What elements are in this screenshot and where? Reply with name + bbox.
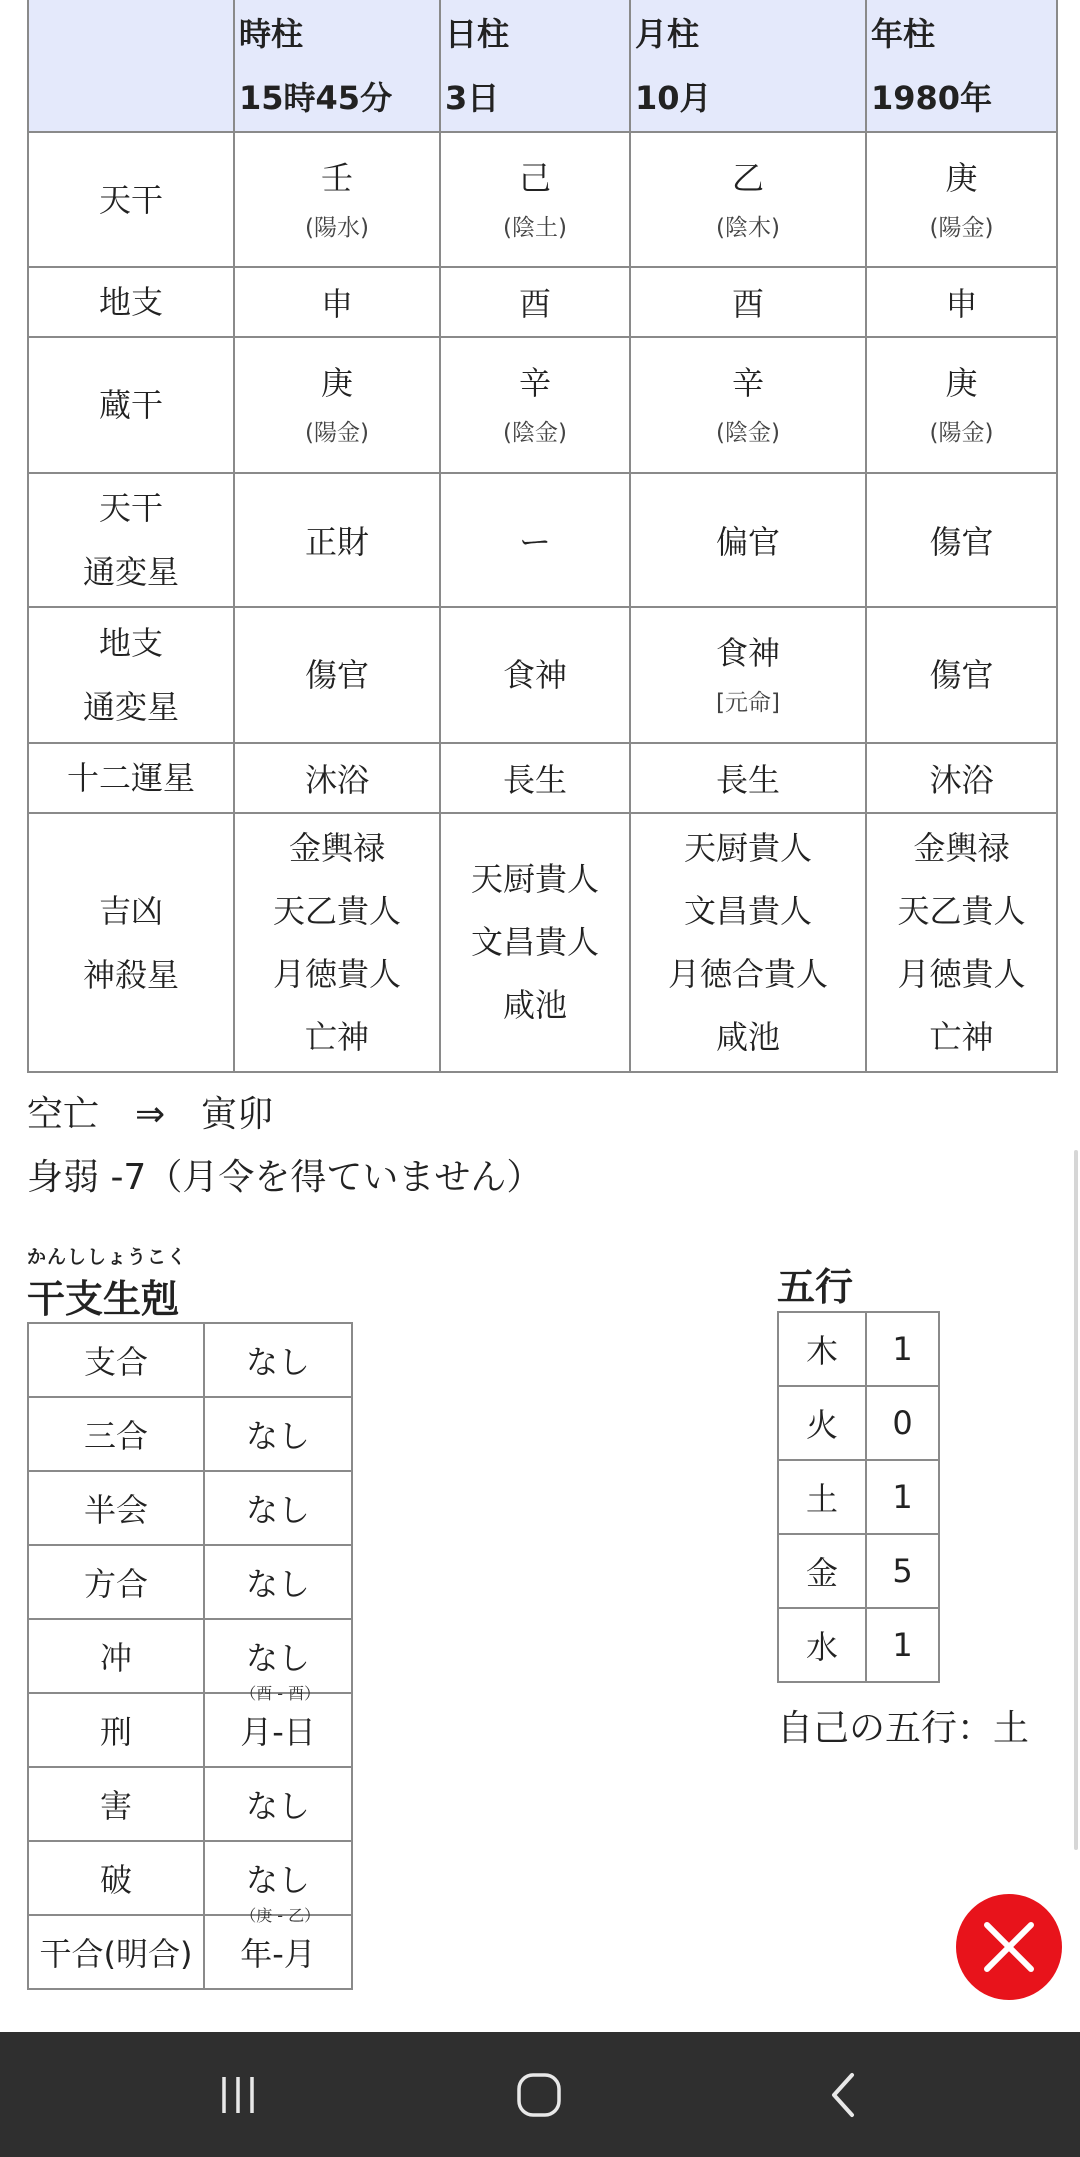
kanshi-value: なし [204,1471,352,1545]
kanshi-title-text: 干支生剋 [27,1277,180,1321]
gogyo-count: 1 [866,1312,939,1386]
kanshi-value: なし [204,1767,352,1841]
table-row [28,1545,352,1619]
self-element-text: 自己の五行：土 [777,1708,1030,1749]
kanshi-value-ruby: （庚 - 乙） [240,1906,321,1925]
gogyo-count: 0 [866,1386,939,1460]
table-row [28,1323,352,1397]
cell: 辛 (陰金) [630,337,866,473]
gogyo-element: 水 [778,1608,866,1682]
cell: 酉 [630,267,866,337]
recent-apps-button[interactable] [168,2032,308,2157]
cell: 正財 [234,473,440,607]
kanshi-value: （酉 - 酉） 月-日 [204,1693,352,1767]
gogyo-count: 5 [866,1534,939,1608]
gogyo-count: 1 [866,1460,939,1534]
cell: 沐浴 [866,743,1057,813]
kanshi-key: 刑 [28,1693,204,1767]
row-chishi [28,267,1057,337]
gogyo-element: 土 [778,1460,866,1534]
kanshi-value: なし [204,1323,352,1397]
gogyo-element: 金 [778,1534,866,1608]
kanshi-value: なし [204,1545,352,1619]
cell: 辛 (陰金) [440,337,630,473]
cell: 金輿禄 天乙貴人 月徳貴人 亡神 [866,813,1057,1072]
kanshi-title-ruby: かんししょうこく [27,1246,188,1268]
cell: 酉 [440,267,630,337]
gogyo-table [777,1311,940,1683]
table-row [778,1386,939,1460]
header-row [28,0,1057,132]
cell: 天厨貴人 文昌貴人 月徳合貴人 咸池 [630,813,866,1072]
header-hour-pillar: 時柱 15時45分 [234,0,440,132]
kanshi-value-ruby: （酉 - 酉） [240,1684,321,1703]
table-row [778,1534,939,1608]
cell: 偏官 [630,473,866,607]
table-row [778,1312,939,1386]
back-icon [824,2071,864,2119]
cell: 己 (陰土) [440,132,630,267]
row-label: 蔵干 [28,337,234,473]
row-juuni [28,743,1057,813]
kanshi-table [27,1322,353,1990]
close-icon [981,1919,1037,1975]
cell: 金輿禄 天乙貴人 月徳貴人 亡神 [234,813,440,1072]
kanshi-value: （庚 - 乙） 年-月 [204,1915,352,1989]
row-label: 天干 [28,132,234,267]
cell: 天厨貴人 文昌貴人 咸池 [440,813,630,1072]
kanshi-key: 方合 [28,1545,204,1619]
table-row [28,1915,352,1989]
table-row [778,1460,939,1534]
cell: 長生 [440,743,630,813]
cell: 食神 [元命] [630,607,866,743]
recent-apps-icon [216,2073,260,2117]
cell: 長生 [630,743,866,813]
table-row [28,1397,352,1471]
row-label: 天干 通変星 [28,473,234,607]
table-row [28,1471,352,1545]
gogyo-title: 五行 [777,1265,854,1309]
row-kikkyo [28,813,1057,1072]
cell: 沐浴 [234,743,440,813]
table-row [28,1693,352,1767]
cell: 傷官 [234,607,440,743]
cell: 傷官 [866,607,1057,743]
row-label: 十二運星 [28,743,234,813]
table-row [28,1767,352,1841]
gogyo-count: 1 [866,1608,939,1682]
row-zoukan [28,337,1057,473]
cell: 申 [866,267,1057,337]
cell: 傷官 [866,473,1057,607]
kanshi-key: 三合 [28,1397,204,1471]
scrollbar[interactable] [1074,1150,1078,1850]
kanshi-value: なし [204,1619,352,1693]
mijaku-text: 身弱 -7（月令を得ていません） [27,1157,543,1198]
cell: 庚 (陽金) [866,337,1057,473]
kanshi-key: 害 [28,1767,204,1841]
header-month-pillar: 月柱 10月 [630,0,866,132]
cell: 庚 (陽金) [234,337,440,473]
kanshi-key: 干合(明合) [28,1915,204,1989]
cell: 乙 (陰木) [630,132,866,267]
kanshi-title [27,1246,187,1323]
home-icon [515,2071,563,2119]
cell: ー [440,473,630,607]
row-tenkan [28,132,1057,267]
gogyo-element: 火 [778,1386,866,1460]
row-tenkan-tsuhen [28,473,1057,607]
kanshi-key: 冲 [28,1619,204,1693]
gogyo-element: 木 [778,1312,866,1386]
close-button[interactable] [956,1894,1062,2000]
cell: 食神 [440,607,630,743]
kanshi-key: 支合 [28,1323,204,1397]
header-day-pillar: 日柱 3日 [440,0,630,132]
row-label: 地支 通変星 [28,607,234,743]
row-chishi-tsuhen [28,607,1057,743]
back-button[interactable] [774,2032,914,2157]
cell: 庚 (陽金) [866,132,1057,267]
kanshi-value: なし [204,1397,352,1471]
kuubou-text: 空亡 ⇒ 寅卯 [27,1094,274,1135]
kanshi-key: 半会 [28,1471,204,1545]
kanshi-value: なし [204,1841,352,1915]
cell: 申 [234,267,440,337]
header-year-pillar: 年柱 1980年 [866,0,1057,132]
header-corner [28,0,234,132]
cell: 壬 (陽水) [234,132,440,267]
row-label: 地支 [28,267,234,337]
kanshi-key: 破 [28,1841,204,1915]
table-row [778,1608,939,1682]
meishiki-table [27,0,1058,1073]
home-button[interactable] [469,2032,609,2157]
system-navigation-bar [0,2032,1080,2157]
row-label: 吉凶 神殺星 [28,813,234,1072]
